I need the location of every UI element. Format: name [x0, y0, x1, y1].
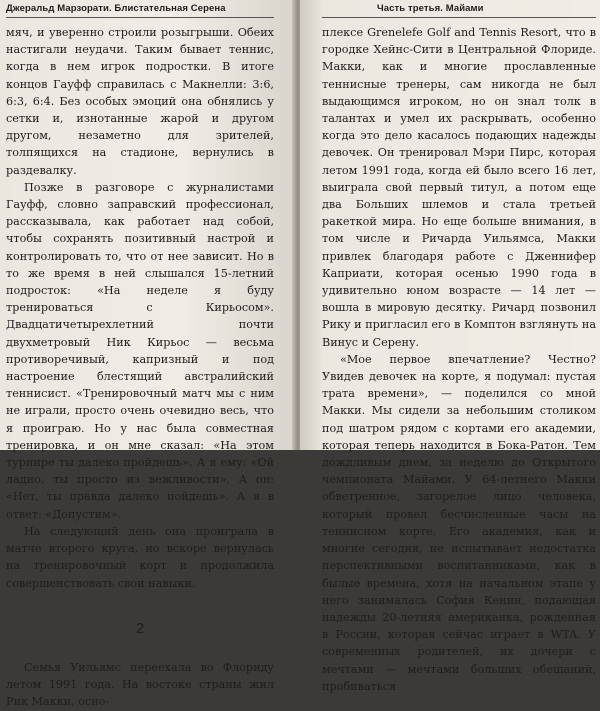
left-paragraph-2: Позже в разговоре с журналистами Гауфф, словно заправский профессионал, рассказывала, как работает над собой, чтобы сохранять позитивный настрой и контролировать то, что от нее зависит. Но в то же время в ней слышался 15-летний подросток: «На неделе я буду тренироваться с Кирьосом». Двадцатичетырехлетний почти двухметровый Ник Кирьос — весьма противоречивый, капризный и под настроение блестящий австралийский теннисист. «Тренировочный матч мы с ним не играли, просто очень очевидно весь, что я проиграю. Но у нас была совместная тренировка, и он мне сказал: «На этом турнире ты далеко пройдешь». А я ему: «Ой ладно, ты просто из вежливости». А он: «Нет, ты правда далеко пойдешь». А я в ответ: «Допустим». [6, 180, 274, 521]
right-running-head: Часть третья. Майами [322, 0, 596, 18]
left-paragraph-1: мяч, и уверенно строили розыгрыши. Обеих настигали неудачи. Таким бывает теннис, когда в нем игрок подростки. В итоге концов Гауфф справилась с Макнелли: 3:6, 6:3, 6:4. Без особых эмоций она обнялись у сетки и, изнотанные жарой и другом другом, незаметно для зрителей, толпящихся на стадионе, вернулись в раздевалку. [6, 26, 274, 177]
left-page [0, 0, 296, 709]
right-page [300, 0, 600, 693]
right-paragraph-1: плексе Grenelefe Golf and Tennis Resort, что в городке Хейнс-Сити в Центральной Флориде. Макки, как и многие прославленные теннисные тренеры, сам никогда не был выдающимся игроком, но он знал толк в талантах и умел их раскрывать, особенно когда это дело касалось подающих надежды девочек. Он тренировал Мэри Пирс, которая летом 1991 года, когда ей было всего 16 лет, выиграла свой первый титул, а потом еще два Больших шлемов и стала третьей ракеткой мира. Но еще больше внимания, в том числе и Ричарда Уильямса, Макки привлек благодаря работе с Дженнифер Каприати, которая осенью 1990 года в удивительно юном возрасте — 14 лет — вошла в мировую десятку. Ричард позвонил Рику и пригласил его в Комптон взглянуть на Винус и Серену. [322, 26, 596, 349]
chapter-number: 2 [135, 619, 145, 637]
left-paragraph-3: На следующий день она проиграла в матче второго круга, но вскоре вернулась на тренировочный корт и продолжила совершенствовать свои навыки. [6, 524, 274, 590]
right-paragraph-2: «Мое первое впечатление? Честно? Увидев девочек на корте, я подумал: пустая трата времени», — поделился со мной Макки. Мы сидели за небольшим столиком под шатром рядом с кортами его академии, которая теперь находится в Бока-Ратон. Тем дождливым днем, за неделю до Открытого чемпионата Майами. У 64-летнего Макки обветренное, загорелое лицо человека, который провел бесчисленные часы на теннисном корте. Его академия, как и многие сегодня, не испытывает недостатка перспективными воспитанниками, как в былые времена, хотя на начальном этапе у него занималась София Кенин, подающая надежды 20-летняя американка, рожденная в России, которая сейчас играет в WTA. У современных родителей, их дочери с мечтами — мечтами больших обещаний, пробиваться [322, 352, 596, 693]
left-paragraph-4: Семья Уильямс переехала во Флориду летом 1991 года. На востоке страны жил Рик Макки, осно- [6, 660, 274, 709]
left-page-text [6, 24, 274, 711]
right-page-text [322, 24, 596, 695]
left-running-head: Джеральд Марзорати. Блистательная Серена [6, 0, 274, 18]
